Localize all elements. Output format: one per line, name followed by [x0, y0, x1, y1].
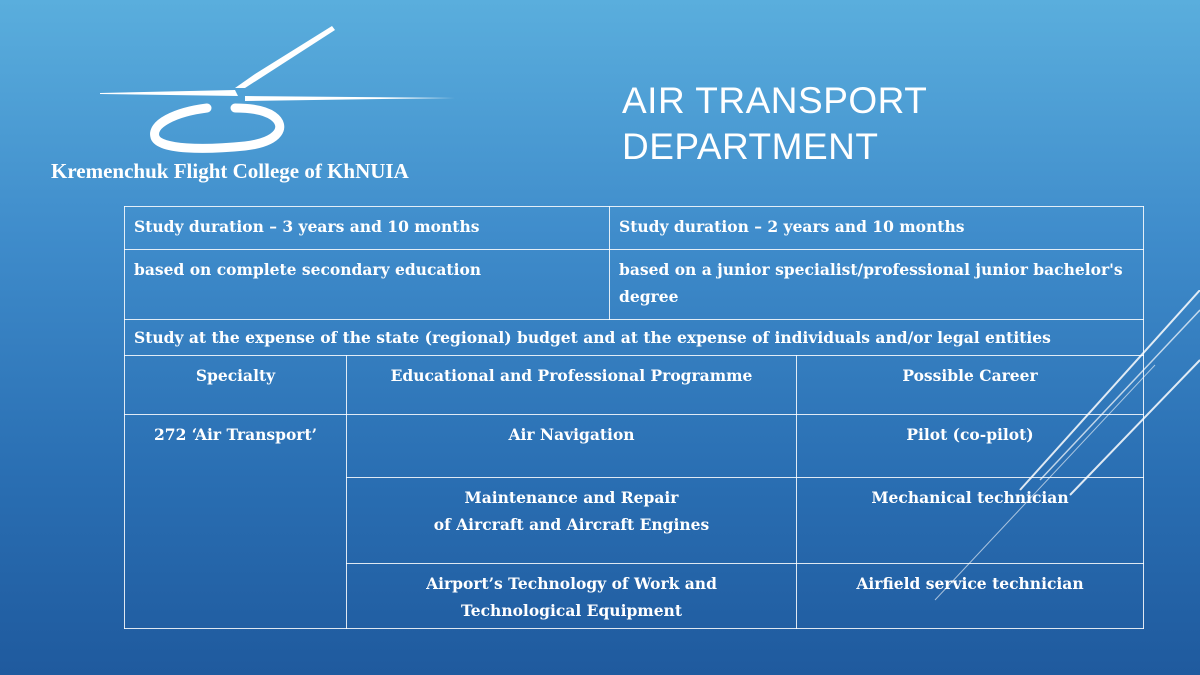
programme-cell: [347, 478, 797, 564]
programme-table: [124, 206, 1144, 629]
basis-left: based on complete secondary education: [125, 250, 610, 320]
title-line-1: AIR TRANSPORT: [622, 80, 928, 121]
programme-line: of Aircraft and Aircraft Engines: [433, 515, 710, 534]
college-logo: [95, 22, 460, 157]
programme-cell: [347, 415, 797, 478]
career-cell: Airfield service technician: [797, 564, 1144, 629]
duration-right: Study duration – 2 years and 10 months: [610, 207, 1144, 250]
page-title: [622, 78, 927, 170]
header-specialty: Specialty: [125, 356, 347, 415]
funding-row: Study at the expense of the state (regional) budget and at the expense of individuals and/or legal entities: [125, 320, 1144, 356]
programme-line: Technological Equipment: [461, 601, 682, 620]
duration-left: Study duration – 3 years and 10 months: [125, 207, 610, 250]
header-programme: Educational and Professional Programme: [347, 356, 797, 415]
title-line-2: DEPARTMENT: [622, 126, 879, 167]
college-name: Kremenchuk Flight College of KhNUIA: [51, 159, 409, 183]
programme-line: Airport’s Technology of Work and: [426, 574, 717, 593]
specialty-cell: 272 ‘Air Transport’: [125, 415, 347, 629]
basis-right: based on a junior specialist/professional junior bachelor's degree: [610, 250, 1144, 320]
programme-cell: [347, 564, 797, 629]
career-cell: Mechanical technician: [797, 478, 1144, 564]
career-cell: Pilot (co-pilot): [797, 415, 1144, 478]
header-career: Possible Career: [797, 356, 1144, 415]
programme-line: Maintenance and Repair: [464, 488, 679, 507]
programme-line: Air Navigation: [508, 425, 635, 444]
